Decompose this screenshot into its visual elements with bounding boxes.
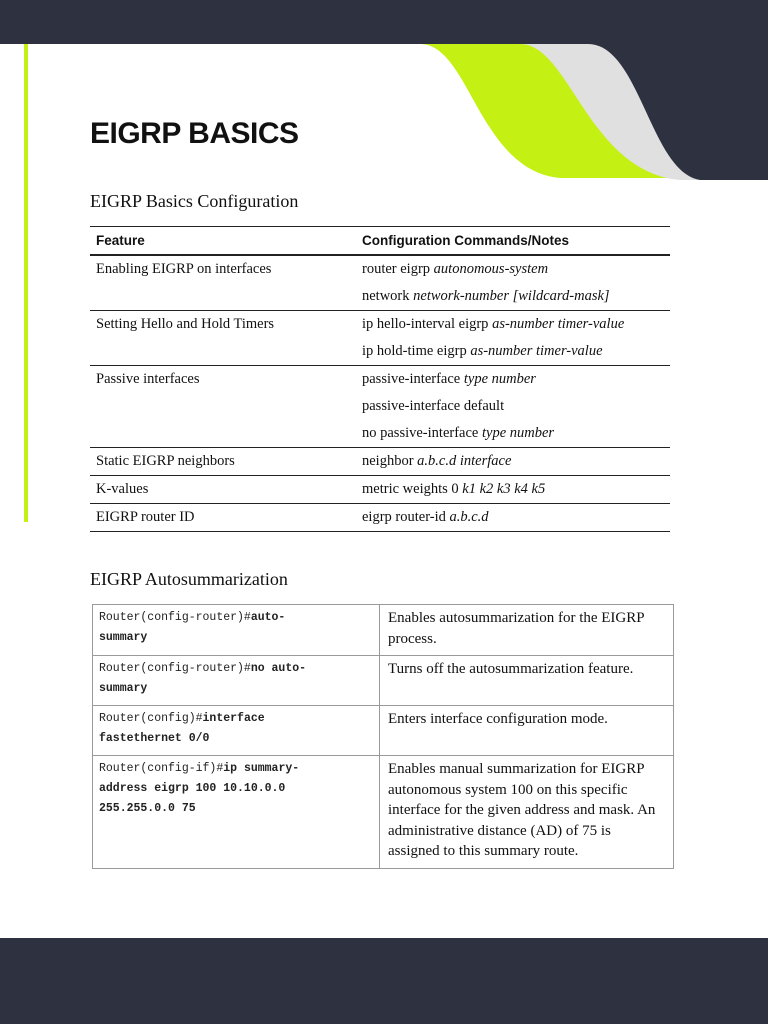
command-line: [362, 338, 670, 365]
feature-cell: K-values: [90, 476, 356, 504]
command-text: metric weights 0: [362, 481, 459, 497]
command-cell: [93, 656, 380, 706]
command-line: [362, 311, 670, 338]
command-cell: [93, 605, 380, 656]
command-text: summary: [99, 682, 148, 695]
column-header: Feature: [90, 227, 356, 256]
command-text: fastethernet 0/0: [99, 732, 210, 745]
feature-cell: EIGRP router ID: [90, 504, 356, 532]
command-text: interface: [202, 712, 265, 725]
column-header: Configuration Commands/Notes: [356, 227, 670, 256]
commands-cell: [356, 366, 670, 448]
table-row: [90, 366, 670, 448]
command-line: [362, 504, 670, 531]
table-header-row: [90, 227, 670, 256]
feature-cell: Setting Hello and Hold Timers: [90, 311, 356, 366]
command-line: [362, 283, 670, 310]
description-cell: Enables autosummarization for the EIGRP process.: [380, 605, 674, 656]
prompt-text: Router(config-router)#: [99, 662, 251, 675]
command-args: a.b.c.d: [449, 509, 489, 525]
command-line: [362, 420, 670, 447]
command-line: [362, 393, 670, 420]
command-args: k1 k2 k3 k4 k5: [462, 481, 546, 497]
eigrp-basics-table: [90, 226, 670, 532]
command-text: router eigrp: [362, 261, 431, 277]
command-args: as-number timer-value: [492, 316, 625, 332]
command-text: passive-interface default: [362, 398, 505, 414]
accent-line: [24, 44, 28, 522]
table-row: [93, 756, 674, 869]
description-cell: Enables manual summarization for EIGRP autonomous system 100 on this specific interface for the given address and mask. An administrative distance (AD) of 75 is assigned to this summary route.: [380, 756, 674, 869]
command-args: network-number [wildcard-mask]: [413, 288, 610, 304]
commands-cell: [356, 255, 670, 311]
command-text: ip summary-: [223, 762, 300, 775]
command-line: [362, 366, 670, 393]
command-line: [362, 476, 670, 503]
decorative-wave-shapes: [0, 0, 768, 200]
command-text: no auto-: [250, 662, 307, 675]
command-args: a.b.c.d interface: [417, 453, 512, 469]
command-text: 255.255.0.0 75: [99, 802, 196, 815]
command-args: type number: [463, 371, 536, 387]
commands-cell: [356, 476, 670, 504]
command-text: summary: [99, 631, 148, 644]
feature-cell: Passive interfaces: [90, 366, 356, 448]
prompt-text: Router(config-if)#: [99, 762, 224, 775]
command-text: passive-interface: [362, 371, 461, 387]
command-line: [362, 256, 670, 283]
table-row: [90, 255, 670, 311]
commands-cell: [356, 448, 670, 476]
command-text: address eigrp 100 10.10.0.0: [99, 782, 286, 795]
autosummarization-table: [92, 604, 674, 869]
command-text: no passive-interface: [362, 425, 479, 441]
description-cell: Enters interface configuration mode.: [380, 706, 674, 756]
description-cell: Turns off the autosummarization feature.: [380, 656, 674, 706]
command-text: neighbor: [362, 453, 414, 469]
command-text: eigrp router-id: [362, 509, 446, 525]
bottom-banner: [0, 938, 768, 1024]
feature-cell: Static EIGRP neighbors: [90, 448, 356, 476]
command-text: network: [362, 288, 410, 304]
command-args: type number: [481, 425, 555, 441]
table-row: [93, 656, 674, 706]
table-row: [90, 311, 670, 366]
command-line: [362, 448, 670, 475]
section-heading-autosummarization: EIGRP Autosummarization: [90, 569, 288, 589]
command-text: auto-: [250, 611, 286, 624]
commands-cell: [356, 504, 670, 532]
command-text: ip hello-interval eigrp: [362, 316, 489, 332]
command-cell: [93, 706, 380, 756]
section-heading-basics: EIGRP Basics Configuration: [90, 191, 299, 211]
prompt-text: Router(config)#: [99, 712, 203, 725]
table-row: [90, 476, 670, 504]
table-row: [90, 504, 670, 532]
command-cell: [93, 756, 380, 869]
command-text: ip hold-time eigrp: [362, 343, 467, 359]
table-row: [93, 706, 674, 756]
table-row: [93, 605, 674, 656]
table-row: [90, 448, 670, 476]
command-args: as-number timer-value: [470, 343, 603, 359]
commands-cell: [356, 311, 670, 366]
command-args: autonomous-system: [433, 261, 549, 277]
page-title: EIGRP BASICS: [90, 117, 299, 150]
feature-cell: Enabling EIGRP on interfaces: [90, 255, 356, 311]
prompt-text: Router(config-router)#: [99, 611, 251, 624]
